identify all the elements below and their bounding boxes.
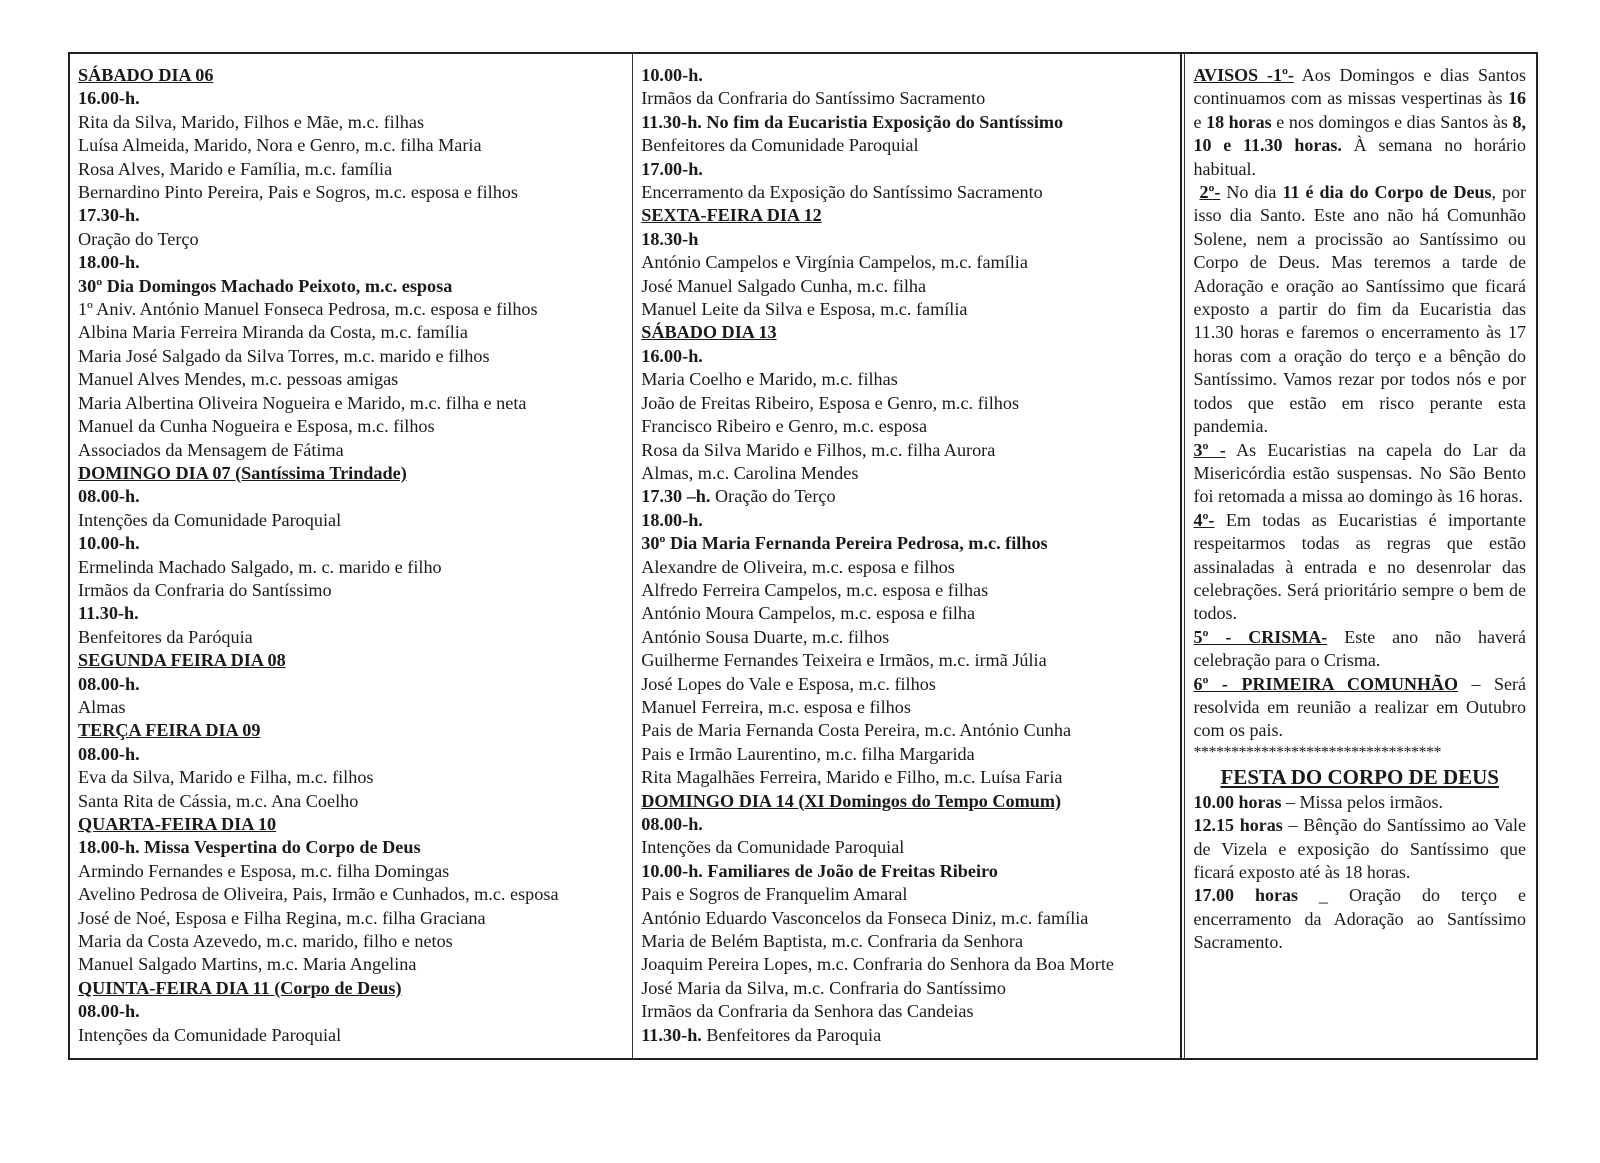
- intention-line: Bernardino Pinto Pereira, Pais e Sogros, m.c. esposa e filhos: [78, 182, 518, 203]
- intention-line: Albina Maria Ferreira Miranda da Costa, m.c. família: [78, 322, 468, 343]
- mass-time: 18.00-h.: [641, 509, 703, 530]
- day-heading: DOMINGO DIA 14 (XI Domingos do Tempo Comum): [641, 790, 1062, 811]
- intention-line: Alfredo Ferreira Campelos, m.c. esposa e filhas: [641, 579, 989, 600]
- day-heading: QUARTA-FEIRA DIA 10: [78, 814, 277, 834]
- intention-line: José de Noé, Esposa e Filha Regina, m.c. filha Graciana: [78, 907, 486, 928]
- intention-line: Eva da Silva, Marido e Filha, m.c. filhos: [78, 767, 374, 788]
- notice-5: [1193, 626, 1526, 673]
- intention-line: Irmãos da Confraria da Senhora das Candeias: [641, 1001, 974, 1022]
- notice-bold: 16: [1508, 88, 1526, 109]
- intention-line: Irmãos da Confraria do Santíssimo: [78, 579, 332, 600]
- intention-line: Alexandre de Oliveira, m.c. esposa e filhos: [641, 556, 955, 577]
- notice-2: [1193, 181, 1526, 438]
- notice-text: Em todas as Eucaristias é importante respeitarmos todas as regras que estão assinaladas à entrada e no desenrolar das celebrações. Será prioritário sempre o bem de todos.: [1193, 509, 1526, 624]
- intention-line: Oração do Terço: [78, 228, 199, 249]
- intention-line: António Sousa Duarte, m.c. filhos: [641, 626, 890, 647]
- intention-line: Pais e Sogros de Franquelim Amaral: [641, 884, 908, 905]
- stars-divider: *********************************: [1193, 743, 1441, 761]
- intention-line: Maria de Belém Baptista, m.c. Confraria da Senhora: [641, 931, 1024, 952]
- intention-line: José Maria da Silva, m.c. Confraria do Santíssimo: [641, 977, 1006, 998]
- notice-3-label: 3º -: [1193, 439, 1226, 460]
- intention-line: João de Freitas Ribeiro, Esposa e Genro, m.c. filhos: [641, 392, 1020, 413]
- intention-line: Manuel Leite da Silva e Esposa, m.c. família: [641, 299, 968, 320]
- notice-text: As Eucaristias na capela do Lar da Misericórdia estão suspensas. No São Bento foi retomada a missa ao domingo às 16 horas.: [1193, 439, 1526, 507]
- notice-text: À semana no horário habitual.: [1193, 135, 1526, 179]
- intention-line: 1º Aniv. António Manuel Fonseca Pedrosa, m.c. esposa e filhos: [78, 299, 538, 320]
- notice-text: No dia: [1220, 182, 1283, 203]
- intention-line: Avelino Pedrosa de Oliveira, Pais, Irmão e Cunhados, m.c. esposa: [78, 884, 559, 905]
- intention-line: Intenções da Comunidade Paroquial: [641, 837, 905, 858]
- notice-1-label: AVISOS -1º-: [1193, 65, 1294, 85]
- feast-item: [1193, 791, 1526, 814]
- intention-line: Ermelinda Machado Salgado, m. c. marido e filho: [78, 556, 442, 577]
- mass-time: 17.30 –h.: [641, 486, 711, 507]
- day-heading: SEGUNDA FEIRA DIA 08: [78, 650, 286, 671]
- intention-line: Benfeitores da Paróquia: [78, 626, 253, 647]
- mass-time: 10.00-h.: [641, 65, 703, 85]
- intention-line: Luísa Almeida, Marido, Nora e Genro, m.c. filha Maria: [78, 135, 482, 156]
- feast-item: [1193, 884, 1526, 954]
- feast-time: 10.00 horas: [1193, 791, 1282, 812]
- notice-4-label: 4º-: [1193, 509, 1215, 530]
- notice-bold: 11 é dia do Corpo de Deus: [1282, 182, 1492, 203]
- intention-line: Manuel Ferreira, m.c. esposa e filhos: [641, 696, 911, 717]
- mass-time: 17.30-h.: [78, 205, 140, 226]
- notice-2-label: 2º-: [1199, 182, 1221, 203]
- notice-3: [1193, 439, 1526, 509]
- mass-time: 11.30-h.: [78, 603, 139, 624]
- intention-line: Francisco Ribeiro e Genro, m.c. esposa: [641, 416, 928, 437]
- feast-title: FESTA DO CORPO DE DEUS: [1220, 764, 1499, 789]
- day-heading: QUINTA-FEIRA DIA 11 (Corpo de Deus): [78, 977, 402, 998]
- bulletin-sheet: [68, 52, 1538, 1060]
- intention-line: Almas, m.c. Carolina Mendes: [641, 462, 859, 483]
- mass-time: 08.00-h.: [78, 1001, 140, 1022]
- notice-4: [1193, 509, 1526, 626]
- feast-time: 17.00 horas: [1193, 885, 1298, 906]
- feast-desc: – Bênção do Santíssimo ao Vale de Vizela e exposição do Santíssimo que ficará exposto até às 18 horas.: [1193, 815, 1526, 882]
- mass-entry: [641, 1024, 1174, 1047]
- mass-time: 10.00-h. Familiares de João de Freitas Ribeiro: [641, 860, 998, 881]
- feast-desc: _ Oração do terço e encerramento da Adoração ao Santíssimo Sacramento.: [1193, 885, 1526, 953]
- day-heading: DOMINGO DIA 07 (Santíssima Trindade): [78, 462, 407, 483]
- mass-time: 11.30-h. No fim da Eucaristia Exposição do Santíssimo: [641, 111, 1064, 132]
- notice-6-label: 6º - PRIMEIRA COMUNHÃO: [1193, 673, 1458, 694]
- mass-time: 30º Dia Domingos Machado Peixoto, m.c. esposa: [78, 275, 453, 296]
- intention-line: Irmãos da Confraria do Santíssimo Sacramento: [641, 88, 986, 109]
- intention-line: Rosa Alves, Marido e Família, m.c. família: [78, 158, 393, 179]
- intention-line: José Lopes do Vale e Esposa, m.c. filhos: [641, 673, 936, 694]
- day-heading: SEXTA-FEIRA DIA 12: [641, 205, 822, 226]
- mass-time: 16.00-h.: [641, 345, 703, 366]
- intention-line: Rita Magalhães Ferreira, Marido e Filho, m.c. Luísa Faria: [641, 767, 1063, 788]
- notice-5-label: 5º - CRISMA-: [1193, 626, 1328, 647]
- mass-time: 18.30-h: [641, 228, 699, 249]
- mass-time: 17.00-h.: [641, 158, 703, 179]
- intention-line: Manuel Alves Mendes, m.c. pessoas amigas: [78, 369, 399, 390]
- intention-line: António Eduardo Vasconcelos da Fonseca Diniz, m.c. família: [641, 907, 1089, 928]
- feast-desc: – Missa pelos irmãos.: [1281, 791, 1443, 812]
- notice-text: Aos Domingos e dias Santos continuamos com as missas vespertinas às: [1193, 65, 1526, 109]
- intention-line: Guilherme Fernandes Teixeira e Irmãos, m.c. irmã Júlia: [641, 650, 1047, 671]
- intention-line: Maria da Costa Azevedo, m.c. marido, filho e netos: [78, 931, 453, 952]
- intention-text: Benfeitores da Paroquia: [701, 1024, 882, 1045]
- mass-entry: [641, 485, 1174, 508]
- mass-time: 16.00-h.: [78, 88, 140, 109]
- mass-time: 08.00-h.: [641, 814, 703, 834]
- intention-line: Almas: [78, 696, 126, 717]
- feast-item: [1193, 814, 1526, 884]
- intention-line: José Manuel Salgado Cunha, m.c. filha: [641, 275, 927, 296]
- schedule-column-2: [633, 54, 1182, 1058]
- intention-line: Maria Coelho e Marido, m.c. filhas: [641, 369, 898, 390]
- feast-time: 12.15 horas: [1193, 815, 1283, 836]
- mass-time: 18.00-h. Missa Vespertina do Corpo de Deus: [78, 837, 421, 858]
- mass-time: 30º Dia Maria Fernanda Pereira Pedrosa, m.c. filhos: [641, 533, 1048, 554]
- intention-line: António Campelos e Virgínia Campelos, m.c. família: [641, 252, 1028, 273]
- intention-line: Armindo Fernandes e Esposa, m.c. filha Domingas: [78, 860, 450, 881]
- notice-bold: 8, 10 e 11.30 horas.: [1193, 111, 1526, 156]
- day-heading: SÁBADO DIA 06: [78, 65, 214, 85]
- notice-text: e nos domingos e dias Santos às: [1271, 111, 1513, 132]
- notices-column: [1184, 54, 1536, 1058]
- intention-line: António Moura Campelos, m.c. esposa e filha: [641, 603, 976, 624]
- intention-line: Santa Rita de Cássia, m.c. Ana Coelho: [78, 790, 359, 811]
- notice-text: e: [1193, 111, 1207, 132]
- notice-text: Este ano não haverá celebração para o Crisma.: [1193, 626, 1526, 671]
- mass-time: 08.00-h.: [78, 743, 140, 764]
- schedule-column-1: [70, 54, 633, 1058]
- intention-line: Maria Albertina Oliveira Nogueira e Marido, m.c. filha e neta: [78, 392, 527, 413]
- intention-line: Intenções da Comunidade Paroquial: [78, 1024, 342, 1045]
- intention-text: Oração do Terço: [710, 486, 836, 507]
- intention-line: Rita da Silva, Marido, Filhos e Mãe, m.c. filhas: [78, 111, 425, 132]
- intention-line: Intenções da Comunidade Paroquial: [78, 509, 342, 530]
- mass-time: 10.00-h.: [78, 533, 140, 554]
- intention-line: Benfeitores da Comunidade Paroquial: [641, 135, 919, 156]
- mass-time: 08.00-h.: [78, 486, 140, 507]
- intention-line: Maria José Salgado da Silva Torres, m.c. marido e filhos: [78, 345, 490, 366]
- notice-text: – Será resolvida em reunião a realizar em Outubro com os pais.: [1193, 673, 1526, 741]
- intention-line: Manuel da Cunha Nogueira e Esposa, m.c. filhos: [78, 416, 435, 437]
- notice-1: [1193, 64, 1526, 181]
- intention-line: Joaquim Pereira Lopes, m.c. Confraria do Senhora da Boa Morte: [641, 954, 1114, 975]
- notice-text: , por isso dia Santo. Este ano não há Comunhão Solene, nem a procissão ao Santíssimo ou Corpo de Deus. Mas teremos a tarde de Adoração e oração ao Santíssimo que ficará exposto a partir do fim da Eucaristia das 11.30 horas e faremos o encerramento às 17 horas com a oração do terço e a bênção do Santíssimo. Vamos rezar por todos nós e por todos que estão em risco perante esta pandemia.: [1193, 182, 1526, 437]
- mass-time: 08.00-h.: [78, 673, 140, 694]
- intention-line: Pais de Maria Fernanda Costa Pereira, m.c. António Cunha: [641, 720, 1072, 741]
- notice-bold: 18 horas: [1206, 111, 1272, 132]
- intention-line: Encerramento da Exposição do Santíssimo Sacramento: [641, 182, 1043, 203]
- intention-line: Pais e Irmão Laurentino, m.c. filha Margarida: [641, 743, 975, 764]
- intention-line: Associados da Mensagem de Fátima: [78, 439, 344, 460]
- day-heading: TERÇA FEIRA DIA 09: [78, 720, 261, 741]
- mass-time: 11.30-h.: [641, 1024, 702, 1045]
- day-heading: SÁBADO DIA 13: [641, 322, 777, 343]
- mass-time: 18.00-h.: [78, 252, 140, 273]
- intention-line: Manuel Salgado Martins, m.c. Maria Angelina: [78, 954, 417, 975]
- notice-6: [1193, 673, 1526, 743]
- intention-line: Rosa da Silva Marido e Filhos, m.c. filha Aurora: [641, 439, 996, 460]
